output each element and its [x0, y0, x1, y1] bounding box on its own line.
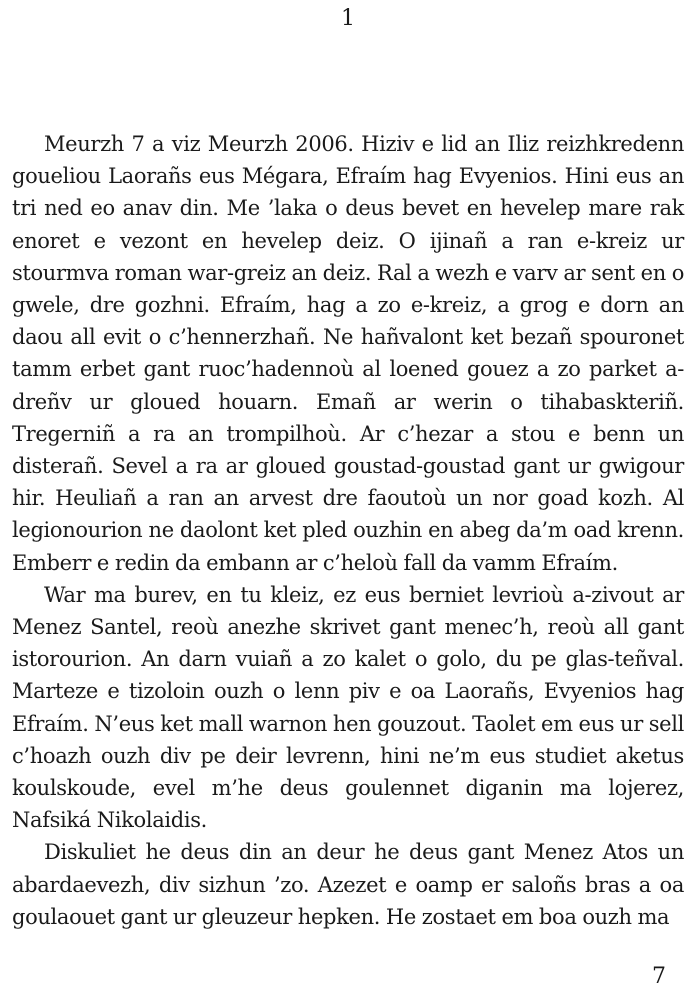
paragraph: War ma burev, en tu kleiz, ez eus berniet levrioù a-zivout ar Menez Santel, reoù anezhe skrivet gant menec’h, reoù all gant istorourion. An darn vuiañ a zo kalet o golo, du pe glas-teñval. Marteze e tizoloin ouzh o lenn piv e oa Laorañs, Evyenios hag Efraím. N’eus ket mall warnon hen gouzout. Taolet em eus ur sell c’hoazh ouzh div pe deir levrenn, hini ne’m eus studiet aketus koulskoude, evel m’he deus goulennet diganin ma lojerez, Nafsiká Nikolaidis.	[12, 582, 684, 833]
paragraph: Meurzh 7 a viz Meurzh 2006. Hiziv e lid an Iliz reizhkredenn goueliou Laorañs eus Mégara, Efraím hag Evyenios. Hini eus an tri ned eo anav din. Me ’laka o deus bevet en hevelep mare rak enoret e vezont en hevelep deiz. O ijinañ a ran e-kreiz ur stourmva roman war-greiz an deiz. Ral a wezh e varv ar sent en o gwele, dre gozhni. Efraím, hag a zo e-kreiz, a grog e dorn an daou all evit o c’hennerzhañ. Ne hañvalont ket bezañ spouronet tamm erbet gant ruoc’hadennoù al loened gouez a zo parket a-dreñv ur gloued houarn. Emañ ar werin o tihabaskteriñ. Tregerniñ a ra an trompilhoù. Ar c’hezar a stou e benn un disterañ. Sevel a ra ar gloued goustad-goustad gant ur gwigour hir. Heuliañ a ran an arvest dre faoutoù un nor goad kozh. Al legionourion ne daolont ket pled ouzhin en abeg da’m oad krenn. Emberr e redin da embann ar c’heloù fall da vamm Efraím.	[12, 132, 685, 575]
paragraph: Diskuliet he deus din an deur he deus gant Menez Atos un abardaevezh, div sizhun ’zo. Azezet e oamp er saloñs bras a oa goulaouet gant ur gleuzeur hepken. He zostaet em boa ouzh ma	[12, 840, 684, 929]
running-page-number: 1	[341, 6, 355, 31]
body-text	[12, 128, 684, 933]
page-number: 7	[652, 964, 666, 989]
